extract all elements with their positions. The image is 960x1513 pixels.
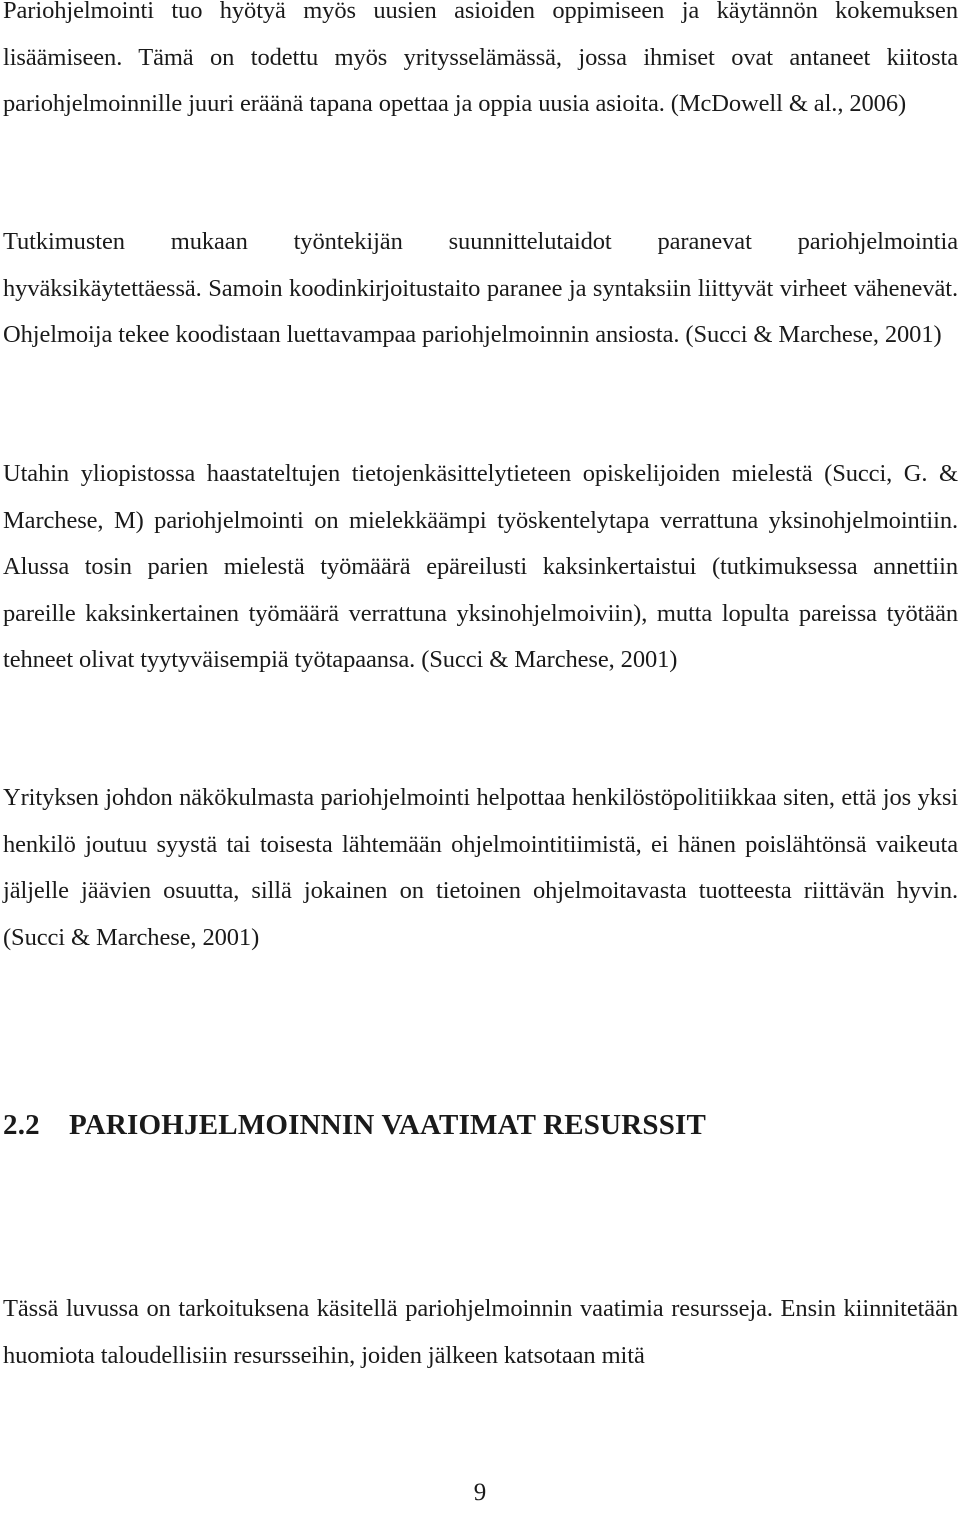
paragraph-management-view: Yrityksen johdon näkökulmasta pariohjelmointi helpottaa henkilöstöpolitiikkaa siten, että jos yksi henkilö joutuu syystä tai toisesta lähtemään ohjelmointitiimistä, ei hänen poislähtönsä vaikeuta jäljelle jäävien osuutta, sillä jokainen on tietoinen ohjelmoitavasta tuotteesta riittävän hyvin. (Succi & Marchese, 2001) (3, 784, 958, 951)
section-heading (3, 1100, 706, 1150)
paragraph-utah-study: Utahin yliopistossa haastateltujen tietojenkäsittelytieteen opiskelijoiden mielestä (Succi, G. & Marchese, M) pariohjelmointi on mielekkäämpi työskentelytapa verrattuna yksinohjelmointiin. Alussa tosin parien mielestä työmäärä epäreilusti kaksinkertaistui (tutkimuksessa annettiin pareille kaksinkertainen työmäärä verrattuna yksinohjelmoiviin), mutta lopulta pareissa työtään tehneet olivat tyytyväisempiä työtapaansa. (Succi & Marchese, 2001) (3, 460, 958, 673)
paragraph-skill-improvements: Tutkimusten mukaan työntekijän suunnittelutaidot paranevat pariohjelmointia hyväksikäytettäessä. Samoin koodinkirjoitustaito paranee ja syntaksiin liittyvät virheet vähenevät. Ohjelmoija tekee koodistaan luettavampaa pariohjelmoinnin ansiosta. (Succi & Marchese, 2001) (3, 228, 958, 348)
paragraph-learning-benefits: Pariohjelmointi tuo hyötyä myös uusien asioiden oppimiseen ja käytännön kokemuksen lisäämiseen. Tämä on todettu myös yritysselämässä, jossa ihmiset ovat antaneet kiitosta pariohjelmoinnille juuri eräänä tapana opettaa ja oppia uusia asioita. (McDowell & al., 2006) (3, 0, 958, 117)
section-title: PARIOHJELMOINNIN VAATIMAT RESURSSIT (69, 1109, 707, 1141)
page-number: 9 (473, 1479, 487, 1506)
paragraph-section-intro: Tässä luvussa on tarkoituksena käsitellä pariohjelmoinnin vaatimia resursseja. Ensin kiinnitetään huomiota taloudellisiin resursseihin, joiden jälkeen katsotaan mitä (3, 1295, 958, 1369)
section-number: 2.2 (3, 1109, 40, 1141)
